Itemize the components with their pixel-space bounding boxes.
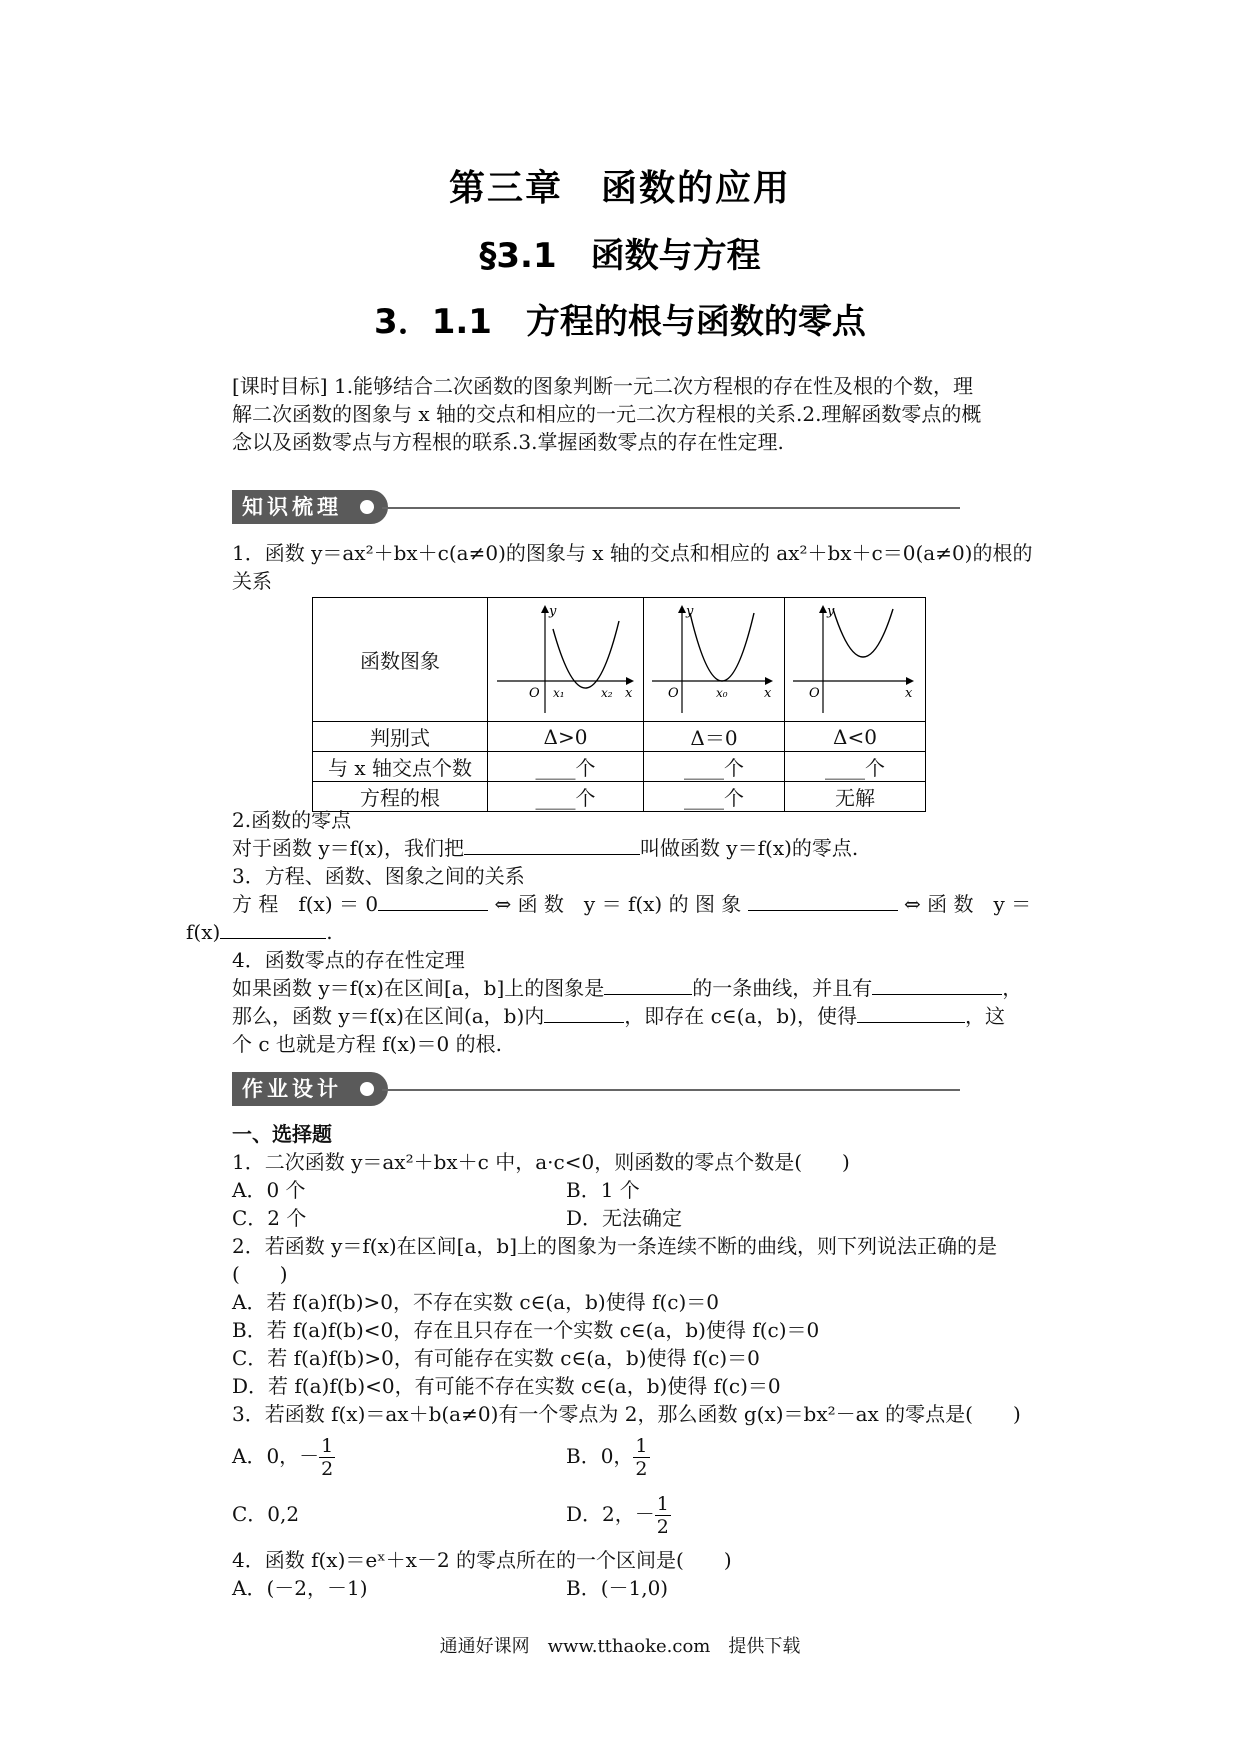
fraction: $\frac{1}{2}$ [656, 1493, 669, 1538]
parabola-one-root-graph [646, 601, 782, 719]
knowledge-banner-label: 知识梳理 [232, 490, 388, 524]
section-title: §3.1 函数与方程 [479, 236, 761, 276]
question-3: 3．若函数 f(x)＝ax＋b(a≠0)有一个零点为 2，那么函数 g(x)＝bx²－ax 的零点是( ) [232, 1402, 1021, 1426]
table-cell: ____个 [785, 752, 926, 782]
knowledge-item-3-line-2: f(x) . [186, 920, 333, 944]
question-2-option-b[interactable]: B．若 f(a)f(b)<0，存在且只存在一个实数 c∈(a，b)使得 f(c)＝0 [232, 1318, 820, 1342]
table-cell: ____个 [488, 782, 644, 812]
origin-label: O [809, 685, 820, 701]
question-1-option-c[interactable]: C．2 个 [232, 1206, 307, 1230]
question-4-option-b[interactable]: B．(－1,0) [566, 1576, 669, 1600]
table-cell-label: 方程的根 [313, 782, 488, 812]
answer-blank[interactable] [748, 892, 898, 911]
question-3-option-c[interactable]: C．0,2 [232, 1502, 300, 1526]
banner-rule [382, 1089, 960, 1091]
subsection-title: 3．1.1 方程的根与函数的零点 [374, 302, 866, 342]
answer-blank[interactable] [378, 892, 488, 911]
answer-blank[interactable] [604, 976, 692, 995]
objectives-line-2: 解二次函数的图象与 x 轴的交点和相应的一元二次方程根的关系.2.理解函数零点的概 [232, 402, 982, 426]
objectives-line-3: 念以及函数零点与方程根的联系.3.掌握函数零点的存在性定理. [232, 430, 784, 454]
homework-banner [232, 1072, 962, 1108]
table-cell: ____个 [644, 782, 785, 812]
table-cell-label: 与 x 轴交点个数 [313, 752, 488, 782]
parabola-no-root-graph [787, 601, 923, 719]
answer-blank[interactable] [220, 920, 326, 939]
question-2-line-1: 2．若函数 y＝f(x)在区间[a，b]上的图象为一条连续不断的曲线，则下列说法正确的是 [232, 1234, 997, 1258]
table-cell: Δ<0 [785, 722, 926, 752]
banner-dot-icon [360, 1082, 374, 1096]
question-3-option-b[interactable]: B．0， $\frac{1}{2}$ [566, 1435, 648, 1480]
question-4-option-a[interactable]: A．(－2，－1) [232, 1576, 368, 1600]
parabola-two-roots-graph [491, 601, 641, 719]
knowledge-item-4-line-1: 如果函数 y＝f(x)在区间[a，b]上的图象是 的一条曲线，并且有 ， [232, 976, 1023, 1000]
knowledge-item-1-line-1: 1．函数 y＝ax²＋bx＋c(a≠0)的图象与 x 轴的交点和相应的 ax²＋bx＋c＝0(a≠0)的根的 [232, 541, 1033, 565]
question-2-line-2: ( ) [232, 1262, 288, 1286]
objectives-label: [课时目标] [232, 374, 328, 398]
objectives-line-1: [课时目标] 1.能够结合二次函数的图象判断一元二次方程根的存在性及根的个数，理 [232, 374, 974, 398]
origin-label: O [668, 685, 679, 701]
homework-banner-label: 作业设计 [232, 1072, 388, 1106]
question-2-option-a[interactable]: A．若 f(a)f(b)>0，不存在实数 c∈(a，b)使得 f(c)＝0 [232, 1290, 720, 1314]
question-2-option-c[interactable]: C．若 f(a)f(b)>0，有可能存在实数 c∈(a，b)使得 f(c)＝0 [232, 1346, 760, 1370]
root-x0-label: x₀ [716, 685, 728, 700]
answer-blank[interactable] [857, 1004, 965, 1023]
y-axis-label: y [686, 603, 694, 619]
root-x2-label: x₂ [600, 685, 613, 700]
table-cell: 无解 [785, 782, 926, 812]
question-1-option-d[interactable]: D．无法确定 [566, 1206, 683, 1230]
question-3-option-a[interactable]: A．0，－ $\frac{1}{2}$ [232, 1435, 334, 1480]
x-axis-label: x [624, 685, 632, 701]
knowledge-item-3-line-1: 方 程 f(x) ＝ 0 ⇔ 函 数 y ＝ f(x) 的 图 象 ⇔ 函 数 y ＝ [232, 892, 1032, 916]
banner-rule [382, 507, 960, 509]
x-axis-label: x [764, 685, 772, 701]
page-footer: 通通好课网 www.tthaoke.com 提供下载 [439, 1636, 801, 1657]
knowledge-item-1-line-2: 关系 [232, 569, 272, 593]
answer-blank[interactable] [872, 976, 1002, 995]
table-cell-label: 函数图象 [313, 598, 488, 722]
root-x1-label: x₁ [552, 685, 565, 700]
fraction: $\frac{1}{2}$ [321, 1435, 334, 1480]
table-row [313, 782, 926, 812]
question-3-option-d[interactable]: D．2，－ $\frac{1}{2}$ [566, 1493, 669, 1538]
graph-two-roots [488, 598, 644, 722]
knowledge-item-4-line-3: 个 c 也就是方程 f(x)＝0 的根. [232, 1032, 502, 1056]
y-axis-label: y [827, 603, 835, 619]
question-4: 4．函数 f(x)＝eˣ＋x－2 的零点所在的一个区间是( ) [232, 1548, 732, 1572]
knowledge-item-4-line-2: 那么，函数 y＝f(x)在区间(a，b)内 ，即存在 c∈(a，b)，使得 ，这 [232, 1004, 1005, 1028]
homework-section-title: 一、选择题 [232, 1122, 332, 1146]
table-row [313, 752, 926, 782]
table-cell: Δ＝0 [644, 722, 785, 752]
knowledge-banner [232, 490, 962, 526]
x-axis-label: x [905, 685, 913, 701]
knowledge-item-2-body: 对于函数 y＝f(x)，我们把 叫做函数 y＝f(x)的零点. [232, 836, 859, 860]
graph-no-root [785, 598, 926, 722]
question-2-option-d[interactable]: D．若 f(a)f(b)<0，有可能不存在实数 c∈(a，b)使得 f(c)＝0 [232, 1374, 781, 1398]
table-cell: Δ>0 [488, 722, 644, 752]
question-1: 1．二次函数 y＝ax²＋bx＋c 中，a·c<0，则函数的零点个数是( ) [232, 1150, 850, 1174]
knowledge-item-2-title: 2.函数的零点 [232, 808, 352, 832]
question-1-option-a[interactable]: A．0 个 [232, 1178, 306, 1202]
table-row [313, 598, 926, 722]
fraction: $\frac{1}{2}$ [635, 1435, 648, 1480]
answer-blank[interactable] [544, 1004, 624, 1023]
knowledge-item-3-title: 3．方程、函数、图象之间的关系 [232, 864, 525, 888]
table-cell: ____个 [644, 752, 785, 782]
graph-one-root [644, 598, 785, 722]
chapter-title: 第三章 函数的应用 [448, 168, 791, 209]
banner-dot-icon [360, 500, 374, 514]
table-cell-label: 判别式 [313, 722, 488, 752]
answer-blank[interactable] [464, 836, 640, 855]
table-row [313, 722, 926, 752]
question-1-option-b[interactable]: B．1 个 [566, 1178, 640, 1202]
y-axis-label: y [548, 603, 556, 619]
knowledge-item-4-title: 4．函数零点的存在性定理 [232, 948, 465, 972]
table-cell: ____个 [488, 752, 644, 782]
origin-label: O [528, 685, 540, 701]
root-relation-table [312, 597, 926, 812]
